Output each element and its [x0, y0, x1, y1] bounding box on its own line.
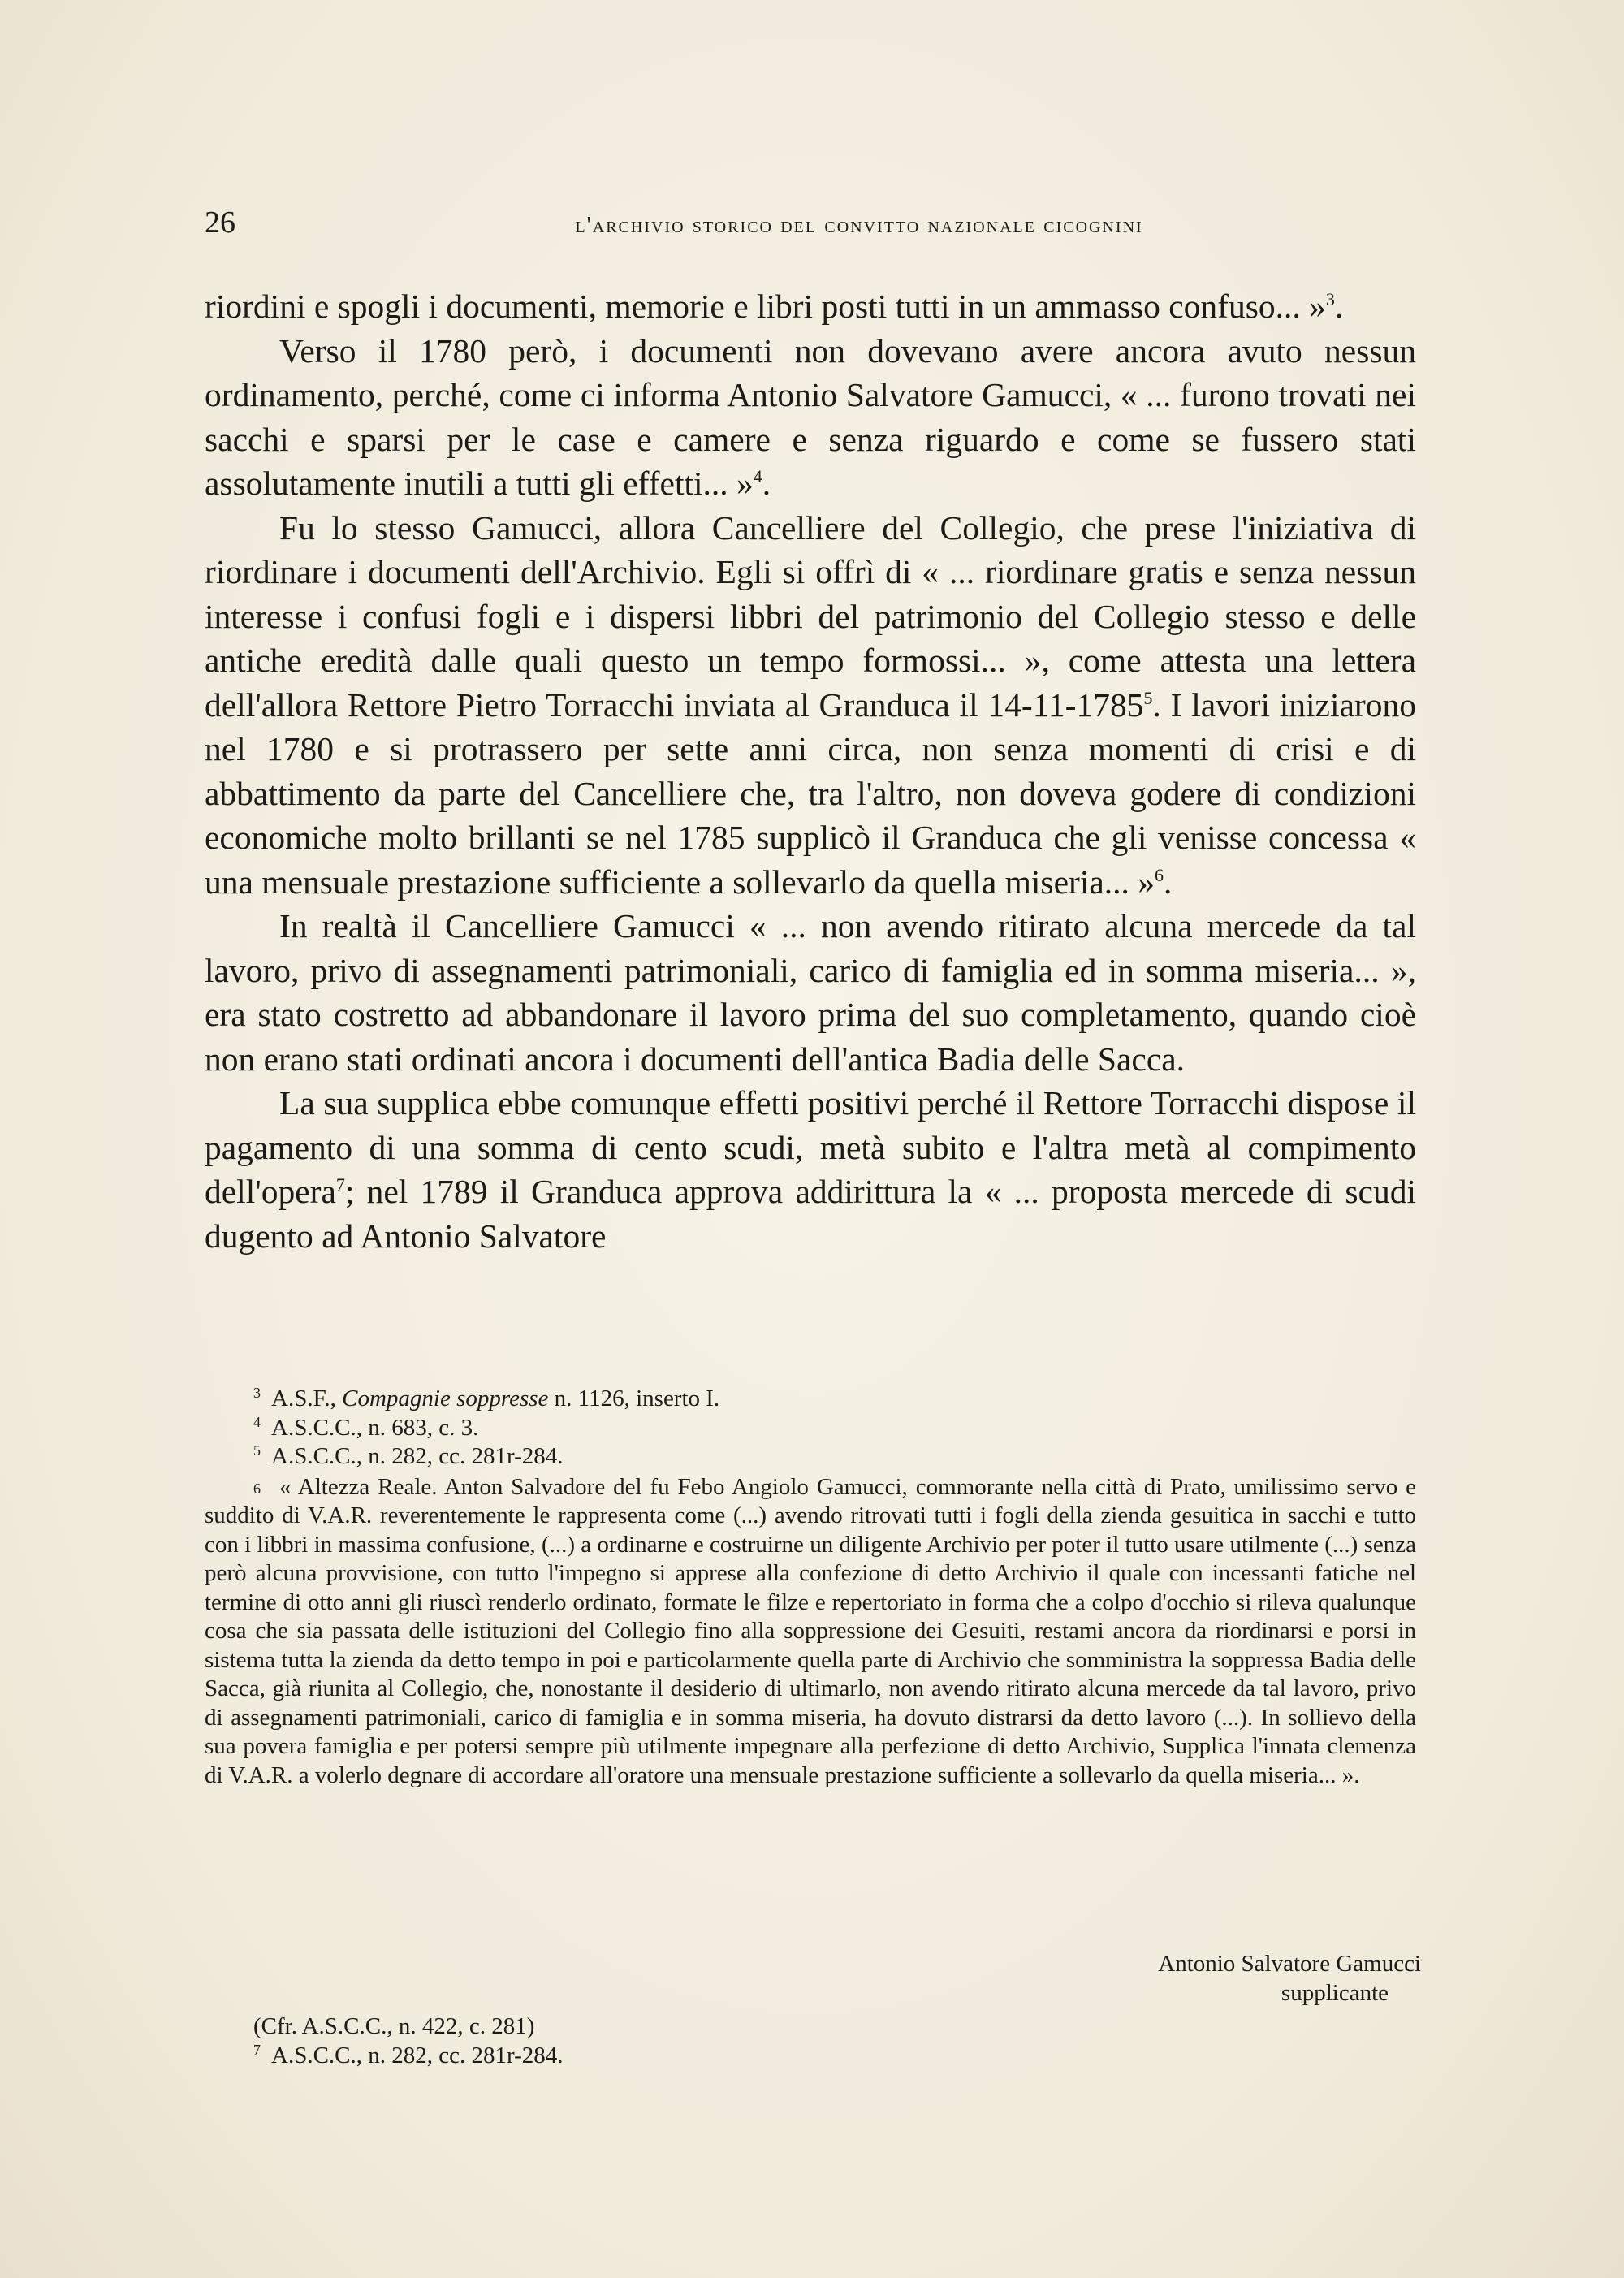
footnote-quote: « Altezza Reale. Anton Salvadore del fu Febo Angiolo Gamucci, commorante nella città di Prato, umilissimo servo e suddito di V.A.R. reverentemente le rappresenta come (...) avendo ritrovati tutti i fogli della zienda gesuitica in sacchi e tutto con i libbri in massima confusione, (...) a ordinarne e costruirne un diligente Archivio per poter il tutto usare utilmente (...) senza però alcuna provvisione, con tutto l'impegno si apprese alla confezione di detto Archivio il quale con incessanti fatiche nel termine di otto anni gli riuscì renderlo ordinato, formate le filze e repertoriato in forma che a colpo d'occhio si rileva qualunque cosa che sia passata delle istituzioni del Collegio fino alla soppressione dei Gesuiti, restami ancora da riordinarsi e porsi in sistema tutta la zienda da detto tempo in poi e particolarmente quella parte di Archivio che somministra la soppressa Badia delle Sacca, già riunita al Collegio, che, nonostante il desiderio di ultimarlo, non avendo ritirato alcuna mercede da tal lavoro, privo di assegnamenti patrimoniali, carico di famiglia e in somma miseria, ha dovuto distrarsi da detto lavoro (...). In sollievo della sua povera famiglia e per potersi sempre più utilmente impegnare alla perfezione di detto Archivio, Supplica l'innata clemenza di V.A.R. a volerlo degnare di accordare all'oratore una mensuale prestazione sufficiente a sollevarlo da quella miseria... ».	[205, 1473, 1417, 1788]
footnote: 4 A.S.C.C., n. 683, c. 3.	[253, 1414, 1416, 1443]
footnote-ref: 3	[1325, 289, 1335, 310]
footnote: 5 A.S.C.C., n. 282, cc. 281r-284.	[253, 1442, 1416, 1472]
footnote: 7 A.S.C.C., n. 282, cc. 281r-284.	[253, 2042, 903, 2071]
paragraph-continuation: riordini e spogli i documenti, memorie e libri posti tutti in un ammasso confuso... »$^3$.	[205, 287, 1344, 325]
citation-block	[253, 2012, 903, 2070]
footnotes	[205, 1385, 1416, 1790]
running-title: l'archivio storico del convitto nazionale cicognini	[575, 212, 1143, 238]
signature	[958, 1949, 1421, 2008]
signature-name: Antonio Salvatore Gamucci	[1158, 1951, 1421, 1977]
paragraph: La sua supplica ebbe comunque effetti positivi perché il Rettore Torracchi dispose il pagamento di una somma di cento scudi, metà subito e l'altra metà al compimento dell'opera$^7$; nel 1789 il Granduca approva addirittura la « ... proposta mercede di scudi dugento ad Antonio Salvatore	[205, 1084, 1416, 1255]
footnote-ref: 5	[1143, 687, 1153, 708]
main-text	[205, 284, 1416, 1258]
footnote-long: 6 « Altezza Reale. Anton Salvadore del fu Febo Angiolo Gamucci, commorante nella città di Prato, umilissimo servo e suddito di V.A.R. reverentemente le rappresenta come (...) avendo ritrovati tutti i fogli della zienda gesuitica in sacchi e tutto con i libbri in massima confusione, (...) a ordinarne e costruirne un diligente Archivio per poter il tutto usare utilmente (...) senza però alcuna provvisione, con tutto l'impegno si apprese alla confezione di detto Archivio il quale con incessanti fatiche nel termine di otto anni gli riuscì renderlo ordinato, formate le filze e repertoriato in forma che a colpo d'occhio si rileva qualunque cosa che sia passata delle istituzioni del Collegio fino alla soppressione dei Gesuiti, restami ancora da riordinarsi e porsi in sistema tutta la zienda da detto tempo in poi e particolarmente quella parte di Archivio che somministra la soppressa Badia delle Sacca, già riunita al Collegio, che, nonostante il desiderio di ultimarlo, non avendo ritirato alcuna mercede da tal lavoro, privo di assegnamenti patrimoniali, carico di famiglia e in somma miseria, ha dovuto distrarsi da detto lavoro (...). In sollievo della sua povera famiglia e per potersi sempre più utilmente impegnare alla perfezione di detto Archivio, Supplica l'innata clemenza di V.A.R. a volerlo degnare di accordare all'oratore una mensuale prestazione sufficiente a sollevarlo da quella miseria... ».	[205, 1473, 1417, 1788]
footnote-ref: 6	[1155, 864, 1164, 885]
page-header	[205, 205, 1416, 240]
signature-role: supplicante	[1281, 1980, 1389, 2006]
footnote-ref: 4	[753, 466, 762, 487]
paragraph: In realtà il Cancelliere Gamucci « ... non avendo ritirato alcuna mercede da tal lavoro, privo di assegnamenti patrimoniali, carico di famiglia ed in somma miseria... », era stato costretto ad abbandonare il lavoro prima del suo completamento, quando cioè non erano stati ordinati ancora i documenti dell'antica Badia delle Sacca.	[205, 907, 1416, 1078]
footnote-ref: 7	[335, 1174, 345, 1195]
cfr-line: (Cfr. A.S.C.C., n. 422, c. 281)	[253, 2013, 535, 2039]
page-number: 26	[205, 205, 235, 240]
footnote: 3 A.S.F., Compagnie soppresse n. 1126, inserto I.	[253, 1385, 1416, 1414]
paragraph: Verso il 1780 però, i documenti non dovevano avere ancora avuto nessun ordinamento, perché, come ci informa Antonio Salvatore Gamucci, « ... furono trovati nei sacchi e sparsi per le case e camere e senza riguardo e come se fussero stati assolutamente inutili a tutti gli effetti... »$^4$.	[205, 331, 1416, 502]
footnote-mark: 7	[253, 2041, 261, 2058]
paragraph: Fu lo stesso Gamucci, allora Cancelliere del Collegio, che prese l'iniziativa di riordinare i documenti dell'Archivio. Egli si offrì di « ... riordinare gratis e senza nessun interesse i confusi fogli e i dispersi libbri del patrimonio del Collegio stesso e delle antiche eredità dalle quali questo un tempo formossi... », come attesta una lettera dell'allora Rettore Pietro Torracchi inviata al Granduca il 14-11-1785$^5$. I lavori iniziarono nel 1780 e si protrassero per sette anni circa, non senza momenti di crisi e di abbattimento da parte del Cancelliere che, tra l'altro, non doveva godere di condizioni economiche molto brillanti se nel 1785 supplicò il Granduca che gli venisse concessa « una mensuale prestazione sufficiente a sollevarlo da quella miseria... »$^6$.	[205, 508, 1416, 901]
footnote-mark: 5	[253, 1442, 261, 1459]
footnote-mark: 4	[253, 1413, 261, 1430]
footnote-mark: 3	[253, 1385, 261, 1401]
